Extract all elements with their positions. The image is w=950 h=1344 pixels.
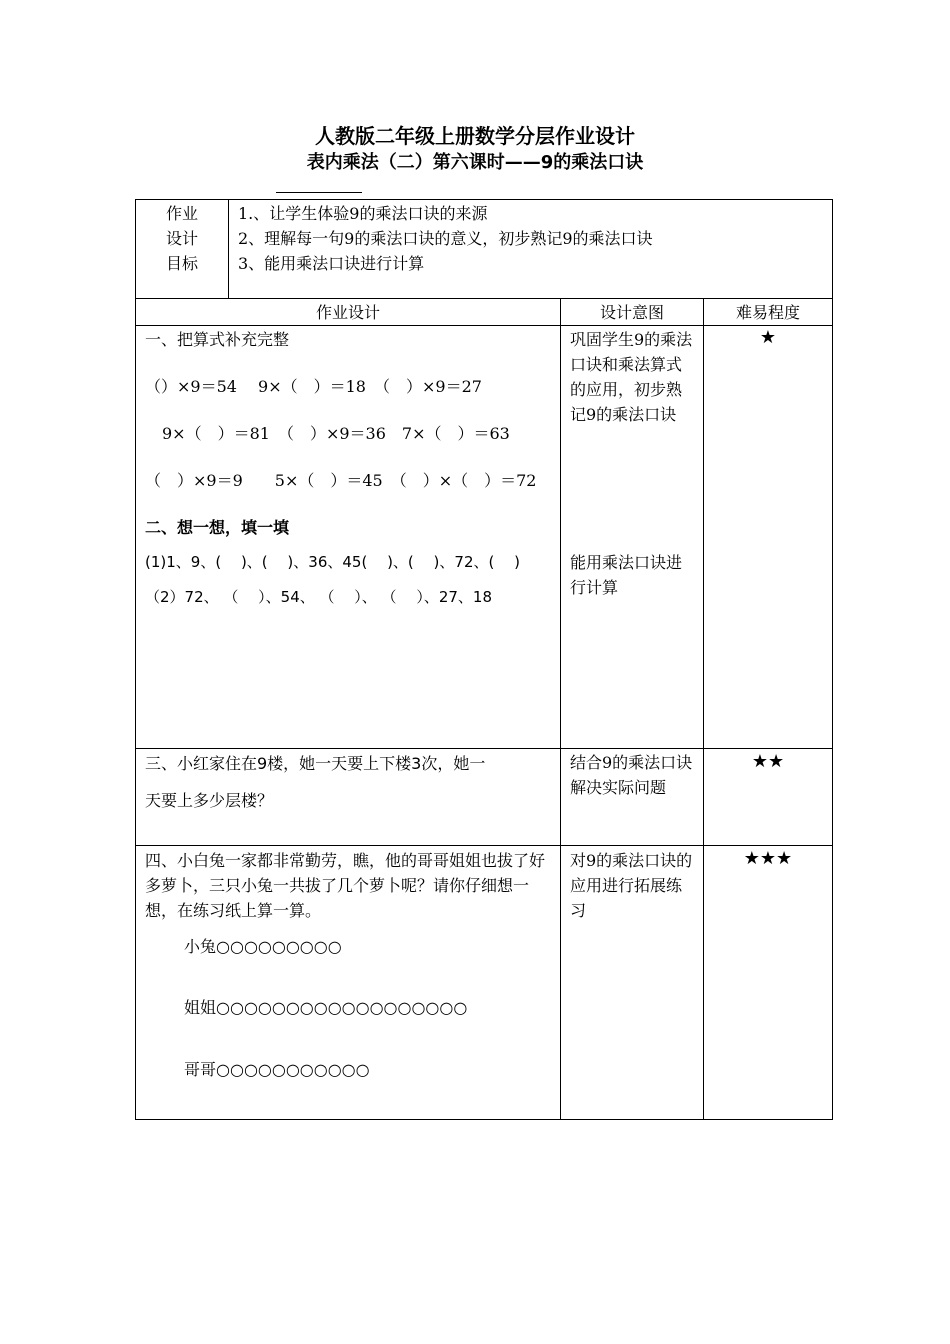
section3-line-1: 三、小红家住在9楼，她一天要上下楼3次，她一 xyxy=(145,754,486,773)
section1-row-2: 9×（ ）＝81 （ ）×9＝36 7×（ ）＝63 xyxy=(162,424,510,443)
section2-row-1: (1)1、9、( )、( )、36、45( )、( )、72、( ) xyxy=(145,553,520,571)
section4-row-sister xyxy=(184,995,467,1020)
goals-label-line-1: 作业 xyxy=(165,204,198,223)
brother-label: 哥哥 xyxy=(184,1060,217,1079)
section4-text: 四、小白兔一家都非常勤劳，瞧，他的哥哥姐姐也拔了好多萝卜，三只小兔一共拔了几个萝卜呢？请你仔细想一想，在练习纸上算一算。 xyxy=(145,851,546,920)
header-difficulty: 难易程度 xyxy=(735,303,800,322)
header-design: 作业设计 xyxy=(315,303,380,322)
header-intent: 设计意图 xyxy=(599,303,664,322)
goals-label-line-3: 目标 xyxy=(165,254,198,273)
sister-label: 姐姐 xyxy=(184,998,217,1017)
section1-title: 一、把算式补充完整 xyxy=(145,330,290,349)
section3-difficulty-stars: ★★ xyxy=(751,751,785,772)
sister-circles: ○○○○○○○○○○○○○○○○○○ xyxy=(216,998,468,1017)
document-title: 人教版二年级上册数学分层作业设计 xyxy=(315,124,635,148)
rabbit-circles: ○○○○○○○○○ xyxy=(216,937,342,956)
goal-item-3: 3、能用乘法口诀进行计算 xyxy=(238,254,425,273)
document-subtitle: 表内乘法（二）第六课时——9的乘法口诀 xyxy=(306,152,644,173)
section4-row-brother xyxy=(184,1057,370,1082)
brother-circles: ○○○○○○○○○○○ xyxy=(216,1060,370,1079)
title-underline xyxy=(276,192,362,193)
section2-title: 二、想一想，填一填 xyxy=(145,518,290,537)
section2-intent: 能用乘法口诀进行计算 xyxy=(570,553,683,597)
section4-intent: 对9的乘法口诀的应用进行拓展练习 xyxy=(570,851,693,920)
rabbit-label: 小兔 xyxy=(184,937,217,956)
section1-intent: 巩固学生9的乘法口诀和乘法算式的应用，初步熟记9的乘法口诀 xyxy=(570,330,693,424)
goals-label-line-2: 设计 xyxy=(165,229,198,248)
goal-item-2: 2、理解每一句9的乘法口诀的意义，初步熟记9的乘法口诀 xyxy=(238,229,653,248)
section1-difficulty-stars: ★ xyxy=(759,327,777,348)
section4-difficulty-stars: ★★★ xyxy=(743,848,793,869)
goal-item-1: 1.、让学生体验9的乘法口诀的来源 xyxy=(238,204,488,223)
section3-intent: 结合9的乘法口诀解决实际问题 xyxy=(570,753,693,797)
section2-row-2: （2）72、 （ ）、54、 （ ）、 （ ）、27、18 xyxy=(145,588,493,606)
section4-row-rabbit xyxy=(184,934,342,959)
section1-row-1: （）×9＝54 9×（ ）＝18 （ ）×9＝27 xyxy=(145,377,482,396)
section3-line-2: 天要上多少层楼？ xyxy=(145,791,274,810)
section1-row-3: （ ）×9＝9 5×（ ）＝45 （ ）×（ ）＝72 xyxy=(145,471,537,490)
